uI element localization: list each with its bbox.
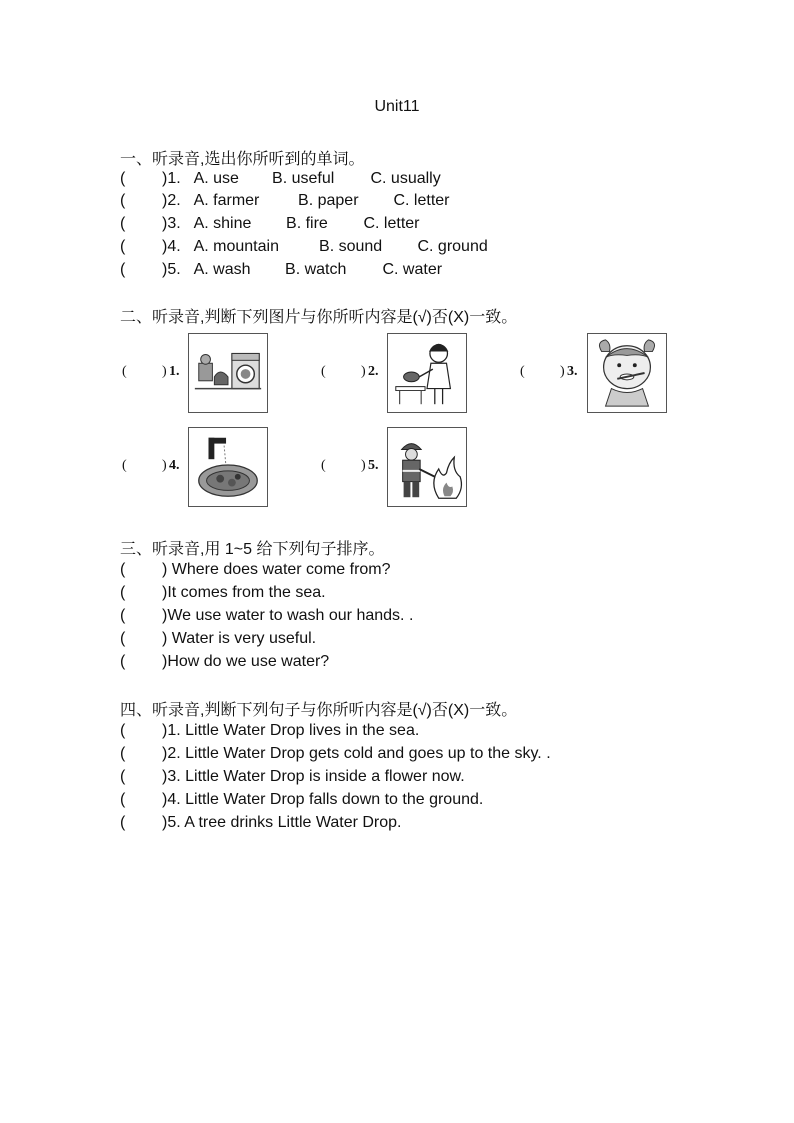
- section2-heading: 二、听录音,判断下列图片与你所听内容是(√)否(X)一致。: [120, 309, 518, 326]
- answer-blank-open[interactable]: (: [120, 722, 126, 739]
- question-number: )4.: [162, 238, 181, 255]
- option-b: B. fire: [286, 215, 328, 232]
- page-title: Unit11: [374, 98, 420, 115]
- item-number: 2.: [368, 364, 379, 379]
- answer-blank-open[interactable]: (: [120, 791, 126, 808]
- sentence-text: )We use water to wash our hands. .: [162, 607, 414, 624]
- item-number: 5.: [368, 458, 379, 473]
- question-number: )3.: [162, 215, 181, 232]
- answer-blank-open[interactable]: (: [120, 607, 126, 624]
- answer-blank-open[interactable]: (: [321, 458, 326, 473]
- option-c: C. ground: [417, 238, 488, 255]
- option-b: B. sound: [319, 238, 383, 255]
- answer-blank-close[interactable]: ): [162, 364, 167, 379]
- answer-blank-close[interactable]: ): [162, 458, 167, 473]
- answer-blank-open[interactable]: (: [120, 238, 126, 255]
- sentence-text: ) Water is very useful.: [162, 630, 317, 647]
- answer-blank-open[interactable]: (: [120, 768, 126, 785]
- answer-blank-open[interactable]: (: [122, 458, 127, 473]
- girl-watering-plant-picture: [387, 333, 467, 413]
- option-c: C. usually: [370, 170, 441, 187]
- answer-blank-open[interactable]: (: [120, 192, 126, 209]
- option-c: C. letter: [393, 192, 450, 209]
- washing-machine-illustration: [189, 334, 267, 412]
- statement-text: )3. Little Water Drop is inside a flower now.: [162, 768, 465, 785]
- section1-heading: 一、听录音,选出你所听到的单词。: [120, 151, 365, 168]
- option-b: B. useful: [272, 170, 335, 187]
- answer-blank-open[interactable]: (: [120, 561, 126, 578]
- tap-washing-illustration: [189, 428, 267, 506]
- sentence-text: ) Where does water come from?: [162, 561, 391, 578]
- option-a: A. mountain: [193, 238, 279, 255]
- option-c: C. water: [382, 261, 443, 278]
- answer-blank-open[interactable]: (: [520, 364, 525, 379]
- answer-blank-open[interactable]: (: [120, 814, 126, 831]
- washing-machine-picture: [188, 333, 268, 413]
- answer-blank-open[interactable]: (: [120, 215, 126, 232]
- section4-heading: 四、听录音,判断下列句子与你所听内容是(√)否(X)一致。: [120, 702, 518, 719]
- girl-brushing-teeth-picture: [587, 333, 667, 413]
- answer-blank-close[interactable]: ): [361, 458, 366, 473]
- answer-blank-open[interactable]: (: [122, 364, 127, 379]
- answer-blank-open[interactable]: (: [120, 170, 126, 187]
- statement-text: )2. Little Water Drop gets cold and goes up to the sky. .: [162, 745, 551, 762]
- option-a: A. farmer: [193, 192, 260, 209]
- answer-blank-close[interactable]: ): [361, 364, 366, 379]
- option-a: A. use: [193, 170, 239, 187]
- option-a: A. wash: [193, 261, 251, 278]
- question-number: )5.: [162, 261, 181, 278]
- option-c: C. letter: [363, 215, 420, 232]
- option-b: B. watch: [285, 261, 347, 278]
- option-a: A. shine: [193, 215, 252, 232]
- answer-blank-open[interactable]: (: [120, 745, 126, 762]
- question-number: )2.: [162, 192, 181, 209]
- girl-brushing-illustration: [588, 334, 666, 412]
- girl-watering-illustration: [388, 334, 466, 412]
- answer-blank-open[interactable]: (: [321, 364, 326, 379]
- item-number: 4.: [169, 458, 180, 473]
- statement-text: )1. Little Water Drop lives in the sea.: [162, 722, 420, 739]
- answer-blank-close[interactable]: ): [560, 364, 565, 379]
- sentence-text: )How do we use water?: [162, 653, 330, 670]
- sentence-text: )It comes from the sea.: [162, 584, 326, 601]
- answer-blank-open[interactable]: (: [120, 261, 126, 278]
- statement-text: )4. Little Water Drop falls down to the ground.: [162, 791, 484, 808]
- question-number: )1.: [162, 170, 181, 187]
- answer-blank-open[interactable]: (: [120, 630, 126, 647]
- firefighter-fire-picture: [387, 427, 467, 507]
- tap-washing-fruit-picture: [188, 427, 268, 507]
- item-number: 1.: [169, 364, 180, 379]
- firefighter-illustration: [388, 428, 466, 506]
- option-b: B. paper: [298, 192, 359, 209]
- answer-blank-open[interactable]: (: [120, 653, 126, 670]
- answer-blank-open[interactable]: (: [120, 584, 126, 601]
- statement-text: )5. A tree drinks Little Water Drop.: [162, 814, 402, 831]
- section3-heading: 三、听录音,用 1~5 给下列句子排序。: [120, 541, 385, 558]
- item-number: 3.: [567, 364, 578, 379]
